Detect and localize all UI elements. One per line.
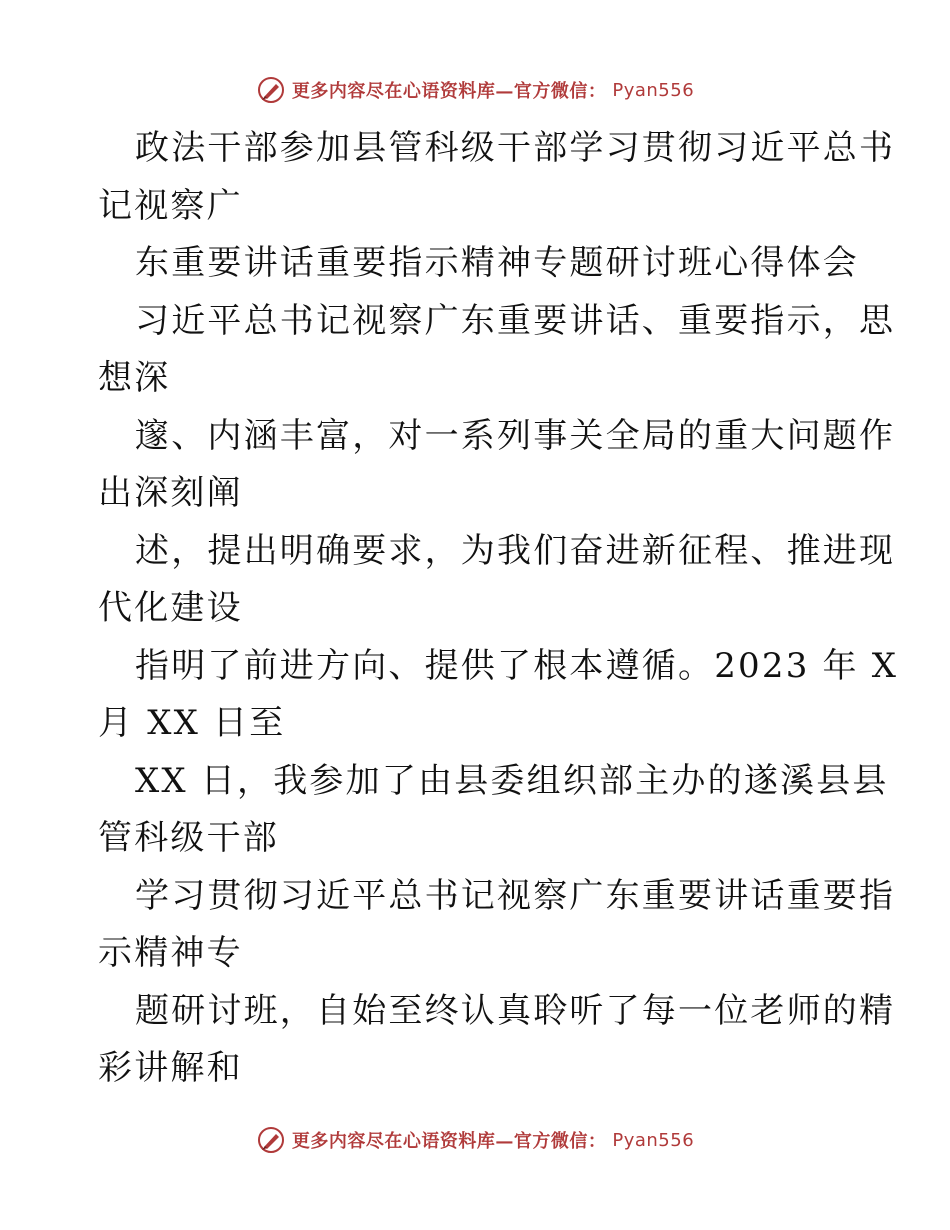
- text-line: 东重要讲话重要指示精神专题研讨班心得体会: [135, 243, 859, 283]
- text-line: 彩讲解和: [98, 1048, 243, 1088]
- text-line: 记视察广: [98, 185, 243, 226]
- text-line: 月 XX 日至: [98, 703, 286, 743]
- watermark-text: 更多内容尽在心语资料库—官方微信：: [291, 81, 607, 102]
- text-line: 代化建设: [98, 588, 243, 628]
- text-line: 政法干部参加县管科级干部学习贯彻习近平总书: [135, 128, 896, 168]
- quill-pen-icon: [256, 75, 286, 105]
- text-line: XX 日，我参加了由县委组织部主办的遂溪县县: [135, 760, 889, 801]
- text-line: 示精神专: [98, 933, 243, 973]
- document-body: [98, 120, 899, 1098]
- text-line: 题研讨班，自始至终认真聆听了每一位老师的精: [135, 990, 896, 1031]
- text-line: 述，提出明确要求，为我们奋进新征程、推进现: [135, 530, 896, 571]
- watermark-text: 更多内容尽在心语资料库—官方微信：: [291, 1131, 607, 1152]
- quill-pen-icon: [256, 1125, 286, 1155]
- text-line: 管科级干部: [98, 818, 279, 858]
- text-line: 学习贯彻习近平总书记视察广东重要讲话重要指: [135, 875, 896, 916]
- watermark-footer: [0, 1120, 950, 1160]
- text-line: 想深: [98, 358, 171, 398]
- text-line: 出深刻阐: [98, 473, 243, 513]
- watermark-wechat-id: Pyan556: [612, 79, 695, 101]
- text-line: 习近平总书记视察广东重要讲话、重要指示，思: [135, 300, 896, 341]
- text-line: 邃、内涵丰富，对一系列事关全局的重大问题作: [135, 415, 896, 456]
- text-line: 指明了前进方向、提供了根本遵循。2023 年 X: [135, 645, 899, 686]
- watermark-wechat-id: Pyan556: [612, 1129, 695, 1151]
- watermark-header: [0, 70, 950, 110]
